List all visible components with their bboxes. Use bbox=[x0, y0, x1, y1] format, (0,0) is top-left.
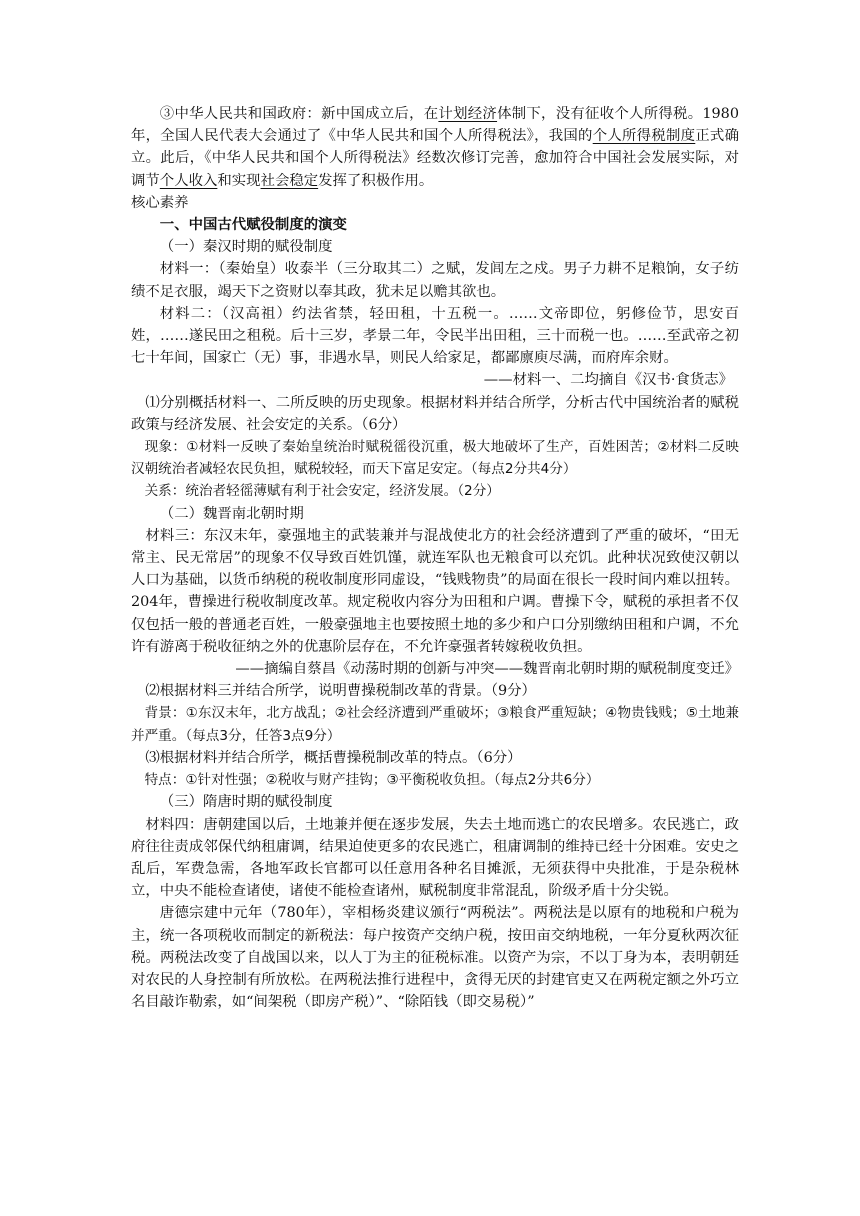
text-run: 特点：①针对性强；②税收与财产挂钩；③平衡税收负担。（每点2分共6分） bbox=[144, 772, 600, 789]
paragraph bbox=[131, 814, 739, 903]
paragraph bbox=[131, 392, 739, 436]
text-run: （二）魏晋南北朝时期 bbox=[159, 505, 304, 522]
text-run: （一）秦汉时期的赋役制度 bbox=[159, 239, 333, 256]
text-run: （三）隋唐时期的赋役制度 bbox=[159, 794, 333, 811]
text-run: 核心素养 bbox=[131, 194, 189, 211]
underlined-term: 社会稳定 bbox=[260, 172, 319, 189]
underlined-term: 个人所得税制度 bbox=[592, 128, 696, 145]
text-run: 正式确立。此后，《中华人民共和国个人所得税法》经数次修订完善，愈加符合中国社会发展实际，对调节 bbox=[131, 128, 739, 189]
document-page bbox=[131, 103, 739, 1013]
text-run: 材料四：唐朝建国以后，土地兼并便在逐步发展，失去土地而逃亡的农民增多。农民逃亡，政府往往责成邻保代纳租庸调，结果迫使更多的农民逃亡，租庸调制的维持已经十分困难。安史之乱后，军费急需，各地军政长官都可以任意用各种名目摊派，无须获得中央批准，于是杂税林立，中央不能检查诸使，诸使不能检查诸州，赋税制度非常混乱，阶级矛盾十分尖锐。 bbox=[131, 816, 739, 900]
text-run: 现象：①材料一反映了秦始皇统治时赋税徭役沉重，极大地破坏了生产，百姓困苦；②材料二反映汉朝统治者减轻农民负担，赋税较轻，而天下富足安定。（每点2分共4分） bbox=[131, 439, 739, 478]
text-run: 关系：统治者轻徭薄赋有利于社会安定，经济发展。（2分） bbox=[144, 483, 500, 500]
text-run: ——摘编自蔡昌《动荡时期的创新与冲突——魏晋南北朝时期的赋税制度变迁》 bbox=[235, 661, 739, 678]
text-run: 材料二：（汉高祖）约法省禁，轻田租，十五税一。……文帝即位，躬修俭节，思安百姓，……遂民田之租税。后十三岁，孝景二年，令民半出田租，三十而税一也。……至武帝之初七十年间，国家亡（无）事，非遇水旱，则民人给家足，都鄙廪庾尽满，而府库余财。 bbox=[131, 305, 739, 367]
paragraph bbox=[131, 791, 739, 813]
text-run: ——材料一、二均摘自《汉书·食货志》 bbox=[483, 372, 733, 389]
paragraph bbox=[131, 192, 739, 214]
paragraph bbox=[131, 658, 739, 680]
paragraph bbox=[131, 214, 739, 236]
text-run: 材料一：（秦始皇）收泰半（三分取其二）之赋，发闾左之戍。男子力耕不足粮饷，女子纺绩不足衣服，竭天下之资财以奉其政，犹未足以赡其欲也。 bbox=[131, 261, 739, 300]
paragraph bbox=[131, 503, 739, 525]
text-run: ⑶根据材料并结合所学，概括曹操税制改革的特点。（6分） bbox=[145, 749, 522, 766]
text-run: 和实现 bbox=[217, 172, 261, 189]
paragraph bbox=[131, 369, 739, 391]
text-run: ⑵根据材料三并结合所学，说明曹操税制改革的背景。（9分） bbox=[145, 683, 536, 700]
paragraph bbox=[131, 769, 739, 791]
paragraph bbox=[131, 680, 739, 702]
paragraph bbox=[131, 525, 739, 658]
paragraph bbox=[131, 902, 739, 1013]
text-run: 一、中国古代赋役制度的演变 bbox=[159, 216, 347, 234]
paragraph bbox=[131, 258, 739, 302]
underlined-term: 个人收入 bbox=[159, 172, 218, 189]
paragraph bbox=[131, 702, 739, 746]
paragraph bbox=[131, 103, 739, 192]
text-run: 唐德宗建中元年（780年），宰相杨炎建议颁行“两税法”。两税法是以原有的地税和户税为主，统一各项税收而制定的新税法：每户按资产交纳户税，按田亩交纳地税，一年分夏秋两次征税。两税法改变了自战国以来，以人丁为主的征税标准。以资产为宗，不以丁身为本，表明朝廷对农民的人身控制有所放松。在两税法推行进程中，贪得无厌的封建官吏又在两税定额之外巧立名目敲诈勒索，如“间架税（即房产税）”、“除陌钱（即交易税）” bbox=[131, 905, 739, 1011]
underlined-term: 计划经济 bbox=[438, 106, 498, 122]
paragraph bbox=[131, 436, 739, 480]
text-run: 发挥了积极作用。 bbox=[318, 172, 434, 189]
paragraph bbox=[131, 747, 739, 769]
text-run: 背景：①东汉末年，北方战乱；②社会经济遭到严重破坏；③粮食严重短缺；④物贵钱贱；⑤土地兼并严重。（每点3分，任答3点9分） bbox=[131, 705, 739, 744]
paragraph bbox=[131, 236, 739, 258]
paragraph bbox=[131, 480, 739, 502]
text-run: 体制下，没有征收个人所得税。1980年，全国人民代表大会通过了《中华人民共和国个人所得税法》，我国的 bbox=[131, 106, 739, 145]
paragraph bbox=[131, 303, 739, 370]
text-run: ⑴分别概括材料一、二所反映的历史现象。根据材料并结合所学，分析古代中国统治者的赋税政策与经济发展、社会安定的关系。（6分） bbox=[131, 394, 739, 433]
text-run: 材料三：东汉末年，豪强地主的武装兼并与混战使北方的社会经济遭到了严重的破坏，“田无常主、民无常居”的现象不仅导致百姓饥馑，就连军队也无粮食可以充饥。此种状况致使汉朝以人口为基础，以货币纳税的税收制度形同虚设，“钱贱物贵”的局面在很长一段时间内难以扭转。204年，曹操进行税收制度改革。规定税收内容分为田租和户调。曹操下令，赋税的承担者不仅仅包括一般的普通老百姓，一般豪强地主也要按照土地的多少和户口分别缴纳田租和户调，不允许有游离于税收征纳之外的优惠阶层存在，不允许豪强者转嫁税收负担。 bbox=[131, 527, 739, 655]
text-run: ③中华人民共和国政府：新中国成立后，在 bbox=[159, 106, 439, 122]
